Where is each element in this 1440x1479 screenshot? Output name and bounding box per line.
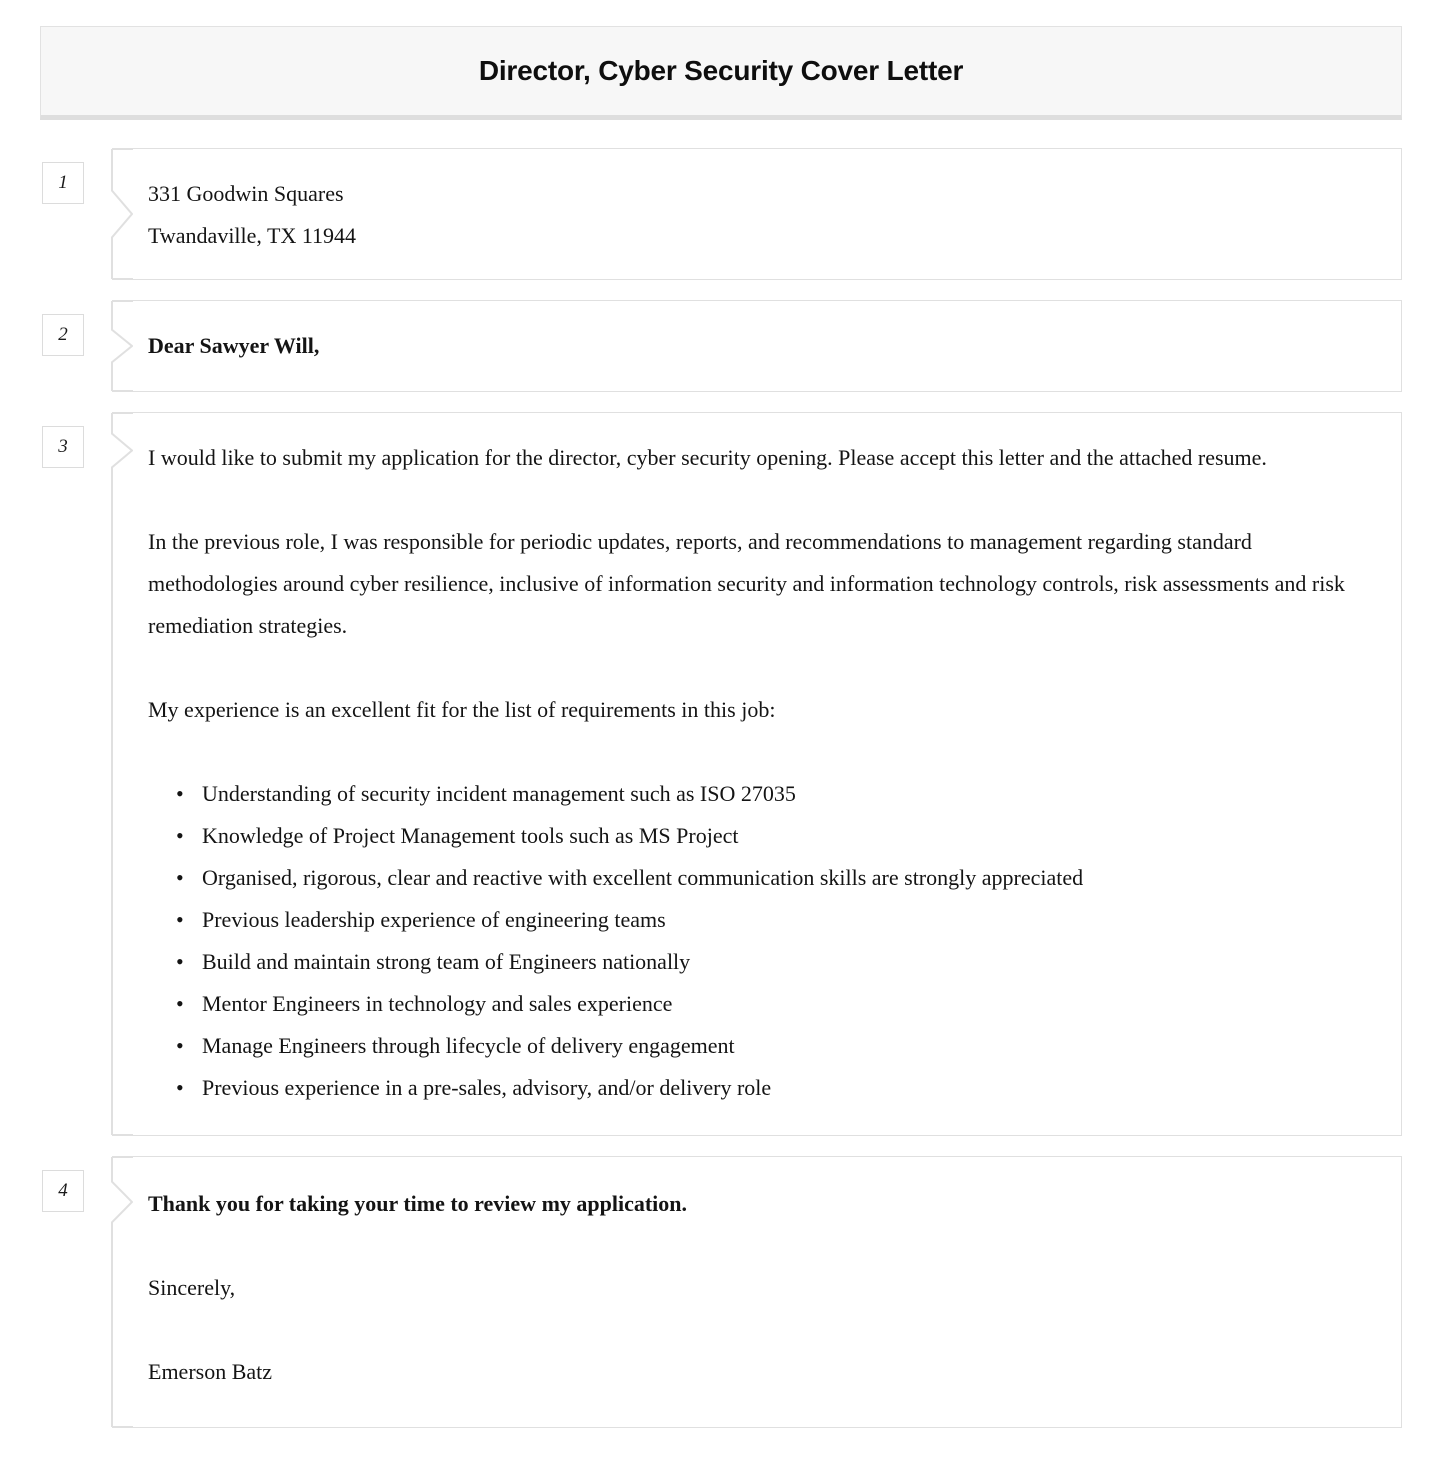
document-header [40,26,1402,120]
list-item: • Previous experience in a pre-sales, advisory, and/or delivery role [202,1067,1371,1109]
list-item: • Build and maintain strong team of Engineers nationally [202,941,1371,983]
badge-column-4 [0,1156,112,1212]
panel-notch-icon [111,1157,133,1427]
page-title: Director, Cyber Security Cover Letter [478,55,964,86]
section-number-badge[interactable]: 3 [42,426,84,468]
list-item: • Organised, rigorous, clear and reactive with excellent communication skills are strongly appreciated [202,857,1371,899]
panel-notch-icon [111,301,133,391]
section-address [0,148,1440,280]
closing-thanks: Thank you for taking your time to review my application. [148,1191,688,1216]
list-item: • Manage Engineers through lifecycle of delivery engagement [202,1025,1371,1067]
list-item: • Knowledge of Project Management tools such as MS Project [202,815,1371,857]
body-paragraph-3: My experience is an excellent fit for the list of requirements in this job: [148,697,776,722]
list-item: • Mentor Engineers in technology and sales experience [202,983,1371,1025]
address-line-2: Twandaville, TX 11944 [148,223,357,248]
salutation-text: Dear Sawyer Will, [148,333,320,358]
section-closing [0,1156,1440,1428]
closing-signature: Emerson Batz [148,1359,273,1384]
panel-notch-icon [111,149,133,279]
closing-signoff: Sincerely, [148,1275,236,1300]
closing-panel[interactable] [112,1156,1402,1428]
body-paragraph-1: I would like to submit my application for the director, cyber security opening. Please accept this letter and the attached resume. [148,445,1267,470]
badge-column-3 [0,412,112,468]
badge-column-1 [0,148,112,204]
cover-letter-page [0,26,1440,1428]
letter-sections [0,148,1440,1428]
body-paragraph-2: In the previous role, I was responsible for periodic updates, reports, and recommendations to management regarding standard methodologies around cyber resilience, inclusive of information security and information technology controls, risk assessments and risk remediation strategies. [148,529,1345,638]
body-panel[interactable] [112,412,1402,1136]
section-number-badge[interactable]: 2 [42,314,84,356]
address-line-1: 331 Goodwin Squares [148,181,344,206]
section-number-badge[interactable]: 4 [42,1170,84,1212]
list-item: • Understanding of security incident management such as ISO 27035 [202,773,1371,815]
address-panel[interactable] [112,148,1402,280]
salutation-panel[interactable] [112,300,1402,392]
section-salutation [0,300,1440,392]
list-item: • Previous leadership experience of engineering teams [202,899,1371,941]
section-body [0,412,1440,1136]
requirements-list [148,773,1371,1109]
panel-notch-icon [111,413,133,1135]
badge-column-2 [0,300,112,356]
section-number-badge[interactable]: 1 [42,162,84,204]
